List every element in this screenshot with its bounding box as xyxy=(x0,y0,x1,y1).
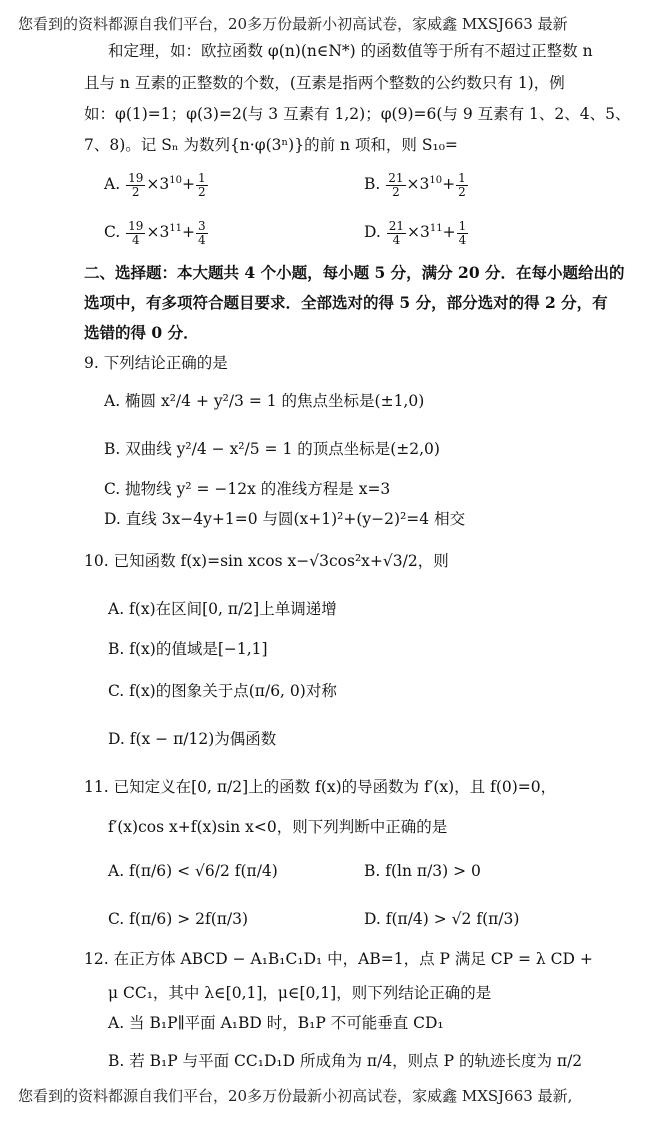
q8-option-c: C. $\frac{19}{4}$ $\times 3^{11}+$ $\frac{3}{4}$ xyxy=(104,218,206,247)
q10-stem: 10. 已知函数 f(x)=sin xcos x−√3cos²x+√3/2，则 xyxy=(84,552,449,570)
q8-line1: 和定理，如：欧拉函数 φ(n)(n∈N*) 的函数值等于所有不超过正整数 n xyxy=(108,42,593,60)
q11-option-a: A. f(π/6) < √6/2 f(π/4) xyxy=(108,862,278,880)
q9-stem: 9. 下列结论正确的是 xyxy=(84,354,228,372)
q8-line2: 且与 n 互素的正整数的个数，(互素是指两个整数的公约数只有 1)，例 xyxy=(84,74,565,92)
q12-stem-line2: μ CC₁，其中 λ∈[0,1]，μ∈[0,1]，则下列结论正确的是 xyxy=(108,984,492,1002)
q9-option-c: C. 抛物线 y² = −12x 的准线方程是 x=3 xyxy=(104,480,391,498)
section-2-line3: 选错的得 0 分． xyxy=(84,323,199,342)
q8-option-d: D. $\frac{21}{4}$ $\times 3^{11}+$ $\frac{1}{4}$ xyxy=(364,218,467,247)
q8-option-b-label: B. xyxy=(364,175,381,194)
q9-option-b: B. 双曲线 y²/4 − x²/5 = 1 的顶点坐标是(±2,0) xyxy=(104,440,440,458)
q8-line4: 7、8)。记 Sₙ 为数列{n·φ(3ⁿ)}的前 n 项和，则 S₁₀= xyxy=(84,136,458,154)
q9-option-a: A. 椭圆 x²/4 + y²/3 = 1 的焦点坐标是(±1,0) xyxy=(104,392,425,410)
q12-stem-line1: 12. 在正方体 ABCD − A₁B₁C₁D₁ 中，AB=1，点 P 满足 CP = λ CD + xyxy=(84,950,593,968)
q11-option-c: C. f(π/6) > 2f(π/3) xyxy=(108,910,249,928)
watermark-top: 您看到的资料都源自我们平台，20多万份最新小初高试卷，家威鑫 MXSJ663 最新 xyxy=(18,15,568,33)
q10-option-d: D. f(x − π/12)为偶函数 xyxy=(108,730,277,748)
q10-option-a: A. f(x)在区间[0, π/2]上单调递增 xyxy=(108,600,337,618)
watermark-bottom: 您看到的资料都源自我们平台，20多万份最新小初高试卷，家威鑫 MXSJ663 最新, xyxy=(18,1087,573,1105)
q8-line3: 如：φ(1)=1；φ(3)=2(与 3 互素有 1,2)；φ(9)=6(与 9 互素有 1、2、4、5、 xyxy=(84,105,631,123)
q12-option-b: B. 若 B₁P 与平面 CC₁D₁D 所成角为 π/4，则点 P 的轨迹长度为 π/2 xyxy=(108,1052,583,1070)
q8-option-c-label: C. xyxy=(104,223,121,242)
q11-stem-line2: f′(x)cos x+f(x)sin x<0，则下列判断中正确的是 xyxy=(108,818,448,836)
q9-option-d: D. 直线 3x−4y+1=0 与圆(x+1)²+(y−2)²=4 相交 xyxy=(104,510,466,528)
q8-option-b: B. $\frac{21}{2}$ $\times 3^{10}+$ $\frac{1}{2}$ xyxy=(364,170,466,199)
q11-option-d: D. f(π/4) > √2 f(π/3) xyxy=(364,910,520,928)
q12-option-a: A. 当 B₁P∥平面 A₁BD 时，B₁P 不可能垂直 CD₁ xyxy=(108,1014,444,1032)
q11-stem-line1: 11. 已知定义在[0, π/2]上的函数 f(x)的导函数为 f′(x)，且 f(0)=0， xyxy=(84,778,557,796)
section-2-line1: 二、选择题：本大题共 4 个小题，每小题 5 分，满分 20 分．在每小题给出的 xyxy=(84,263,625,282)
q11-option-b: B. f(ln π/3) > 0 xyxy=(364,862,481,880)
section-2-line2: 选项中，有多项符合题目要求．全部选对的得 5 分，部分选对的得 2 分，有 xyxy=(84,293,608,312)
q8-option-d-label: D. xyxy=(364,223,381,242)
q8-option-a-label: A. xyxy=(104,175,121,194)
q10-option-c: C. f(x)的图象关于点(π/6, 0)对称 xyxy=(108,682,337,700)
q10-option-b: B. f(x)的值域是[−1,1] xyxy=(108,640,268,658)
q8-option-a: A. $\frac{19}{2}$ $\times 3^{10}+$ $\frac{1}{2}$ xyxy=(104,170,206,199)
